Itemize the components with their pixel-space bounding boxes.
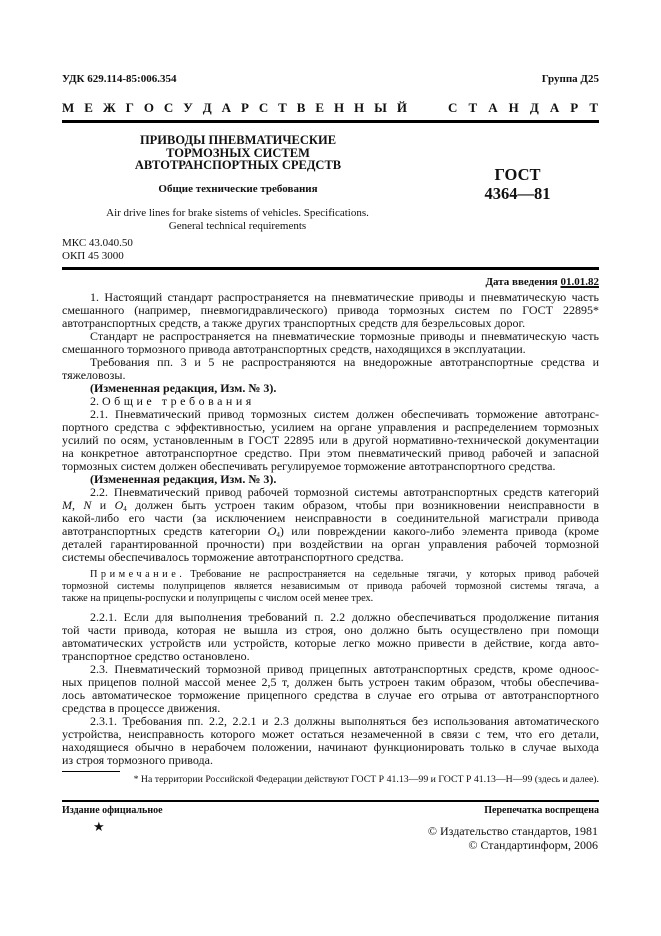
banner-letter: С bbox=[163, 100, 174, 115]
banner-letter: Д bbox=[202, 100, 212, 115]
text-run: (Измененная редакция, Изм. № 3). bbox=[90, 472, 277, 486]
text-run: Требования пп. 3 и 5 не распространяются на внедорожные автотранспортные средства и bbox=[90, 355, 599, 369]
document-subtitle: Общие технические требования bbox=[158, 183, 318, 195]
text-line bbox=[62, 754, 599, 767]
banner-letter: Н bbox=[333, 100, 345, 115]
gost-label: ГОСТ bbox=[494, 165, 541, 184]
document-title bbox=[118, 134, 358, 172]
text-run: Общие требования bbox=[102, 394, 255, 408]
text-run: Примечание bbox=[90, 569, 180, 580]
section-rule bbox=[62, 267, 599, 270]
banner-right bbox=[448, 100, 598, 116]
text-run: 1. Настоящий стандарт распространяется на пневматические приводы и пневматическую часть bbox=[90, 290, 599, 304]
banner-letter: Е bbox=[315, 100, 325, 115]
title-line: ТОРМОЗНЫХ СИСТЕМ bbox=[166, 145, 310, 160]
text-run: на конкретное автотранспортное средство. При этом пневматический привод рабочей и запасной bbox=[62, 446, 599, 460]
banner-left bbox=[62, 100, 407, 116]
english-title-line: General technical requirements bbox=[168, 219, 307, 232]
banner-letter: А bbox=[549, 100, 560, 115]
text-run: , bbox=[72, 498, 84, 512]
date-value: 01.01.82 bbox=[560, 276, 599, 288]
banner-letter: А bbox=[488, 100, 498, 115]
text-run: 2.3.1. Требования пп. 2.2, 2.2.1 и 2.3 должны выполняться без использования автоматического bbox=[90, 714, 599, 728]
text-run: портного средства с эффективностью, усилием на органе управления и распределением тормозных bbox=[62, 420, 599, 434]
text-run: (Измененная редакция, Изм. № 3). bbox=[90, 381, 277, 395]
banner-letter: Ы bbox=[374, 100, 387, 115]
banner-letter: Р bbox=[570, 100, 579, 115]
text-run: автотранспортных средств, а также других транспортных средств для безрельсовых дорог. bbox=[62, 316, 526, 330]
banner-letter: Е bbox=[84, 100, 93, 115]
text-run: 2.1. Пневматический привод тормозных систем должен обеспечивать торможение автотранс- bbox=[90, 407, 599, 421]
text-line bbox=[62, 569, 599, 581]
text-run: и bbox=[91, 498, 115, 512]
title-line: ПРИВОДЫ ПНЕВМАТИЧЕСКИЕ bbox=[139, 133, 337, 147]
title-line: АВТОТРАНСПОРТНЫХ СРЕДСТВ bbox=[134, 158, 342, 172]
text-run: ных прицепов полной массой менее 2,5 т, должен быть устроен таким образом, чтобы обеспечива- bbox=[62, 675, 599, 689]
footer-bottom bbox=[62, 819, 599, 852]
classification-codes bbox=[62, 237, 133, 262]
text-line bbox=[62, 356, 599, 369]
body-text bbox=[62, 291, 599, 564]
text-run: 2. bbox=[90, 394, 102, 408]
text-run: O bbox=[267, 524, 277, 538]
mks-code: МКС 43.040.50 bbox=[62, 237, 133, 249]
banner-letter: Й bbox=[396, 100, 407, 115]
gost-code: 4364—81 bbox=[484, 184, 551, 203]
text-run: находящиеся обычно в нерабочем положении, начинают функционировать только в случае выхода bbox=[62, 740, 599, 754]
text-run: автоматических устройств или устройств, которые легко можно привести в действие, когда авто- bbox=[62, 636, 599, 650]
footer-rule bbox=[62, 800, 599, 802]
text-run: также на прицепы-роспуски и полуприцепы с числом осей менее трех. bbox=[62, 593, 374, 604]
text-run: тормозных систем должен обеспечивать регулируемое торможение автотранспортного средства. bbox=[62, 459, 556, 473]
text-run: 4 bbox=[276, 531, 280, 539]
official-edition: Издание официальное bbox=[62, 805, 163, 816]
body-text-continued bbox=[62, 611, 599, 767]
banner-letter: Т bbox=[589, 100, 598, 115]
banner-letter: С bbox=[448, 100, 458, 115]
document-body bbox=[62, 291, 599, 852]
text-run: должен быть устроен таким образом, чтобы при возникновении неисправности в bbox=[126, 498, 600, 512]
banner-letter: Ж bbox=[102, 100, 116, 115]
text-run: той части привода, которая не вышла из строя, оно должно быть осуществлено при помощи bbox=[62, 623, 599, 637]
reprint-notice: Перепечатка воспрещена bbox=[484, 805, 599, 816]
date-label: Дата введения bbox=[485, 276, 561, 288]
banner-letter: О bbox=[143, 100, 154, 115]
okp-code: ОКП 45 3000 bbox=[62, 249, 124, 262]
text-run: автотранспортных средств категории bbox=[62, 524, 268, 538]
copyright-line: © Стандартинформ, 2006 bbox=[468, 838, 598, 852]
text-run: 2.3. Пневматический тормозной привод прицепных автотранспортных средств, кроме одноос- bbox=[90, 662, 599, 676]
banner-letter: Т bbox=[278, 100, 287, 115]
text-run: смешанного тормозного привода автотранспортных средств, находящихся в эксплуатации. bbox=[62, 342, 526, 356]
banner-letter: А bbox=[221, 100, 231, 115]
footnote: * На территории Российской Федерации действуют ГОСТ Р 41.13—99 и ГОСТ Р 41.13—Н—99 (здесь и далее). bbox=[133, 774, 599, 785]
text-line bbox=[62, 593, 599, 605]
text-run: 2.2. Пневматический привод рабочей тормозной системы автотранспортных средств категорий bbox=[90, 485, 599, 499]
banner-letter: Д bbox=[529, 100, 539, 115]
header-rule bbox=[62, 120, 599, 123]
text-run: 4 bbox=[123, 505, 127, 513]
text-run: N bbox=[83, 498, 92, 512]
footnote-rule bbox=[62, 771, 120, 772]
text-run: Стандарт не распространяется на пневматические тормозные приводы и пневматическую часть bbox=[90, 329, 599, 343]
copyright-line: © Издательство стандартов, 1981 bbox=[427, 824, 598, 838]
english-title bbox=[100, 207, 375, 232]
banner-letter: В bbox=[296, 100, 306, 115]
text-run: M bbox=[62, 498, 72, 512]
group-code: Группа Д25 bbox=[541, 73, 599, 85]
text-run: 2.2.1. Если для выполнения требований п. 2.2 должно обеспечиваться продолжение питания bbox=[90, 610, 599, 624]
text-run: ) или повреждении какого-либо элемента привода (кроме bbox=[279, 524, 599, 538]
effective-date bbox=[485, 276, 599, 289]
star-icon: ★ bbox=[93, 819, 105, 834]
text-run: системы обеспечивалось торможение автотранспортного средства. bbox=[62, 550, 404, 564]
copyright bbox=[428, 824, 598, 852]
text-run: деталей гарантированной прочности) при воздействии на орган управления рабочей тормозной bbox=[62, 537, 599, 551]
text-run: транспортное средство остановлено. bbox=[62, 649, 250, 663]
text-run: средства в процессе движения. bbox=[62, 701, 221, 715]
standard-banner bbox=[62, 100, 598, 116]
text-run: лось автоматическое торможение прицепного средства в случае его отрыва от автотранспортного bbox=[62, 688, 599, 702]
banner-letter: Т bbox=[468, 100, 478, 115]
text-line bbox=[62, 551, 599, 564]
text-run: устройства, неисправность которого может остаться незамеченной в связи с тем, что его детали, bbox=[62, 727, 599, 741]
banner-letter: Г bbox=[125, 100, 134, 115]
text-run: смешанного (например, пневмогидравлического) привода тормозных систем по ГОСТ 22895* bbox=[62, 303, 599, 317]
text-run: какой-либо его части (за исключением неисправности в соединительной магистрали привода bbox=[62, 511, 599, 525]
banner-letter: Н bbox=[508, 100, 519, 115]
english-title-line: Air drive lines for brake sistems of vehicles. Specifications. bbox=[106, 207, 369, 219]
banner-letter: У bbox=[183, 100, 193, 115]
text-run: O bbox=[114, 498, 124, 512]
note-text bbox=[62, 569, 599, 605]
banner-letter: М bbox=[62, 100, 75, 115]
banner-letter: Н bbox=[354, 100, 365, 115]
text-run: тяжеловозы. bbox=[62, 368, 126, 382]
banner-letter: С bbox=[258, 100, 269, 115]
text-line bbox=[62, 581, 599, 593]
text-run: . Требование не распространяется на седельные тягачи, у которых привод рабочей bbox=[179, 569, 599, 580]
footer-row bbox=[62, 805, 599, 817]
udk-code: УДК 629.114-85:006.354 bbox=[62, 73, 177, 85]
text-run: тормозной системы полуприцепов является независимым от привода рабочей тормозной системы тягача, а bbox=[62, 581, 599, 592]
text-run: из строя тормозного привода. bbox=[62, 753, 213, 767]
gost-number bbox=[470, 165, 565, 203]
text-run: усилий по осям, установленным в ГОСТ 22895 или в другой нормативно-технической документации bbox=[62, 433, 599, 447]
banner-letter: Р bbox=[240, 100, 249, 115]
